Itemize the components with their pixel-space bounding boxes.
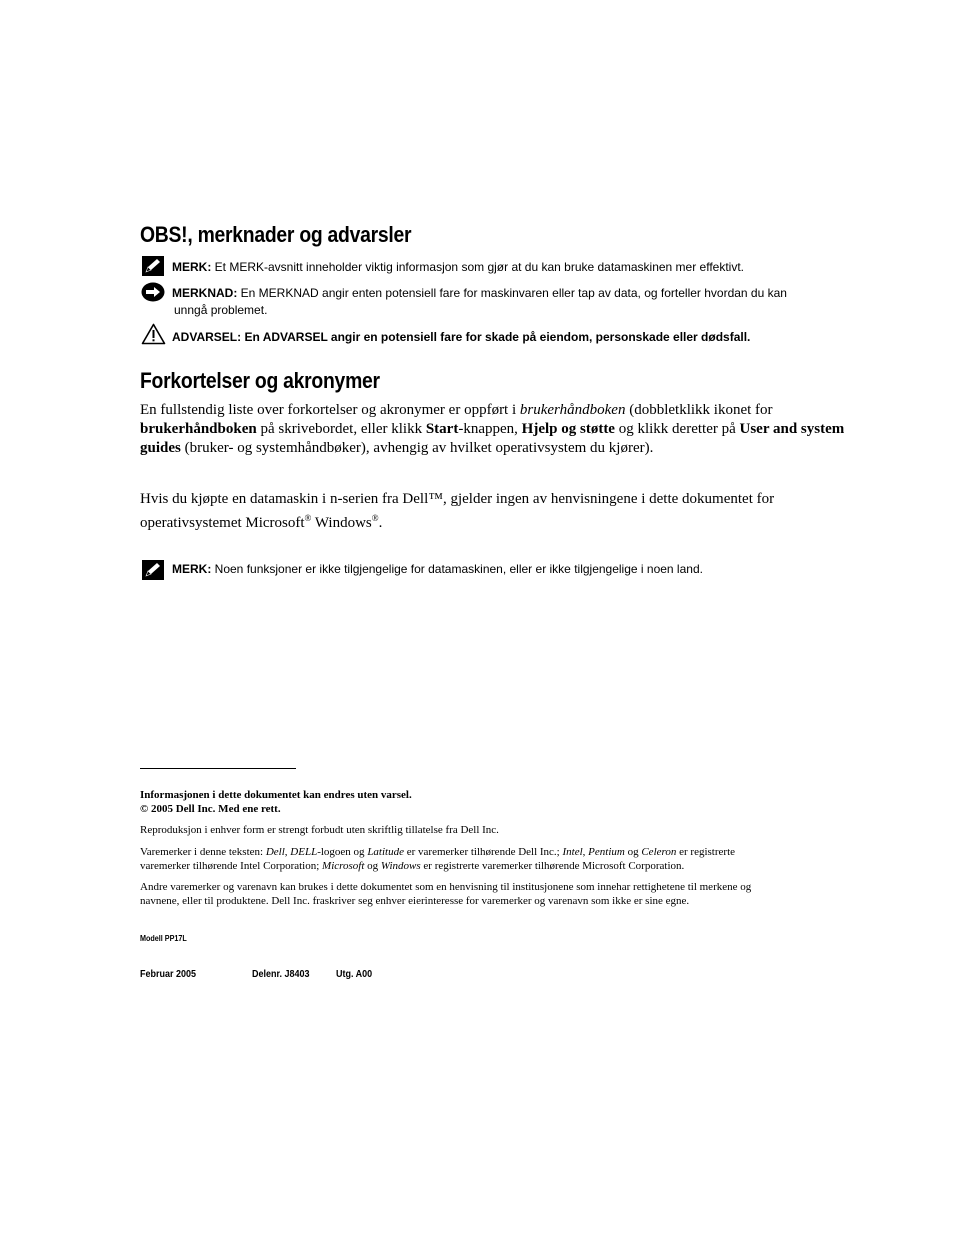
- tm-italic: Latitude: [367, 846, 404, 858]
- warning-triangle-icon: [141, 323, 166, 345]
- tm-text: og: [364, 860, 381, 872]
- merknad-text-line2: unngå problemet.: [174, 303, 268, 317]
- copyright-line: © 2005 Dell Inc. Med ene rett.: [140, 803, 281, 815]
- other-trademarks-notice: [140, 880, 840, 908]
- para1-text: på skrivebordet, eller klikk: [256, 421, 426, 437]
- merk-label: MERK:: [172, 260, 212, 274]
- merk-note-2: [172, 561, 703, 578]
- tm-text: varemerker tilhørende Intel Corporation;: [140, 860, 323, 872]
- tm-italic: Celeron: [641, 846, 677, 858]
- para1-bold: Hjelp og støtte: [521, 421, 615, 437]
- tm-text: er registrerte: [676, 846, 736, 858]
- tm-text: og: [624, 846, 642, 858]
- footer-divider: [140, 768, 296, 769]
- para1-text: (bruker- og systemhåndbøker), avhengig av hvilket operativsystem du kjører).: [180, 440, 654, 456]
- pencil-note-icon: [142, 256, 164, 276]
- para1-text: En fullstendig liste over forkortelser og akronymer er oppført i: [140, 402, 520, 418]
- revision: Utg. A00: [336, 969, 373, 980]
- n-series-line1: Hvis du kjøpte en datamaskin i n-serien fra Dell™, gjelder ingen av henvisningene i dette dokumentet for: [140, 491, 775, 507]
- advarsel-text: En ADVARSEL angir en potensiell fare for skade på eiendom, personskade eller dødsfall.: [244, 330, 751, 344]
- tm-italic: Microsoft: [322, 860, 365, 872]
- registered-mark: ®: [371, 513, 379, 523]
- para1-bold: Start: [425, 421, 459, 437]
- para1-text: og klikk deretter på: [614, 421, 740, 437]
- n-series-line2: .: [378, 515, 383, 531]
- merknad-text-line1: En MERKNAD angir enten potensiell fare for maskinvaren eller tap av data, og forteller hvordan du kan: [240, 286, 787, 300]
- para1-bold: User and system: [739, 421, 845, 437]
- notice-arrow-icon: [141, 282, 165, 302]
- tm-italic: Intel: [562, 846, 583, 858]
- tm-text: ,: [582, 846, 589, 858]
- part-number: Delenr. J8403: [252, 969, 310, 980]
- trademarks-notice: [140, 845, 840, 873]
- footer-notice: [140, 788, 840, 816]
- section-heading-abbreviations: Forkortelser og akronymer: [140, 368, 380, 393]
- merk-label: MERK:: [172, 562, 212, 576]
- n-series-paragraph: [140, 490, 845, 533]
- advarsel-label: ADVARSEL:: [172, 330, 242, 344]
- tm-text: -logoen og: [317, 846, 368, 858]
- para1-bold: guides: [140, 440, 181, 456]
- n-series-line2: operativsystemet Microsoft: [140, 515, 305, 531]
- other-trademarks-line: Andre varemerker og varenavn kan brukes i dette dokumentet som en henvisning til institusjonene som innehar rettighetene til merkene og: [140, 881, 752, 893]
- reproduction-notice: Reproduksjon i enhver form er strengt forbudt uten skriftlig tillatelse fra Dell Inc.: [140, 824, 499, 836]
- merknad-label: MERKNAD:: [172, 286, 238, 300]
- registered-mark: ®: [304, 513, 312, 523]
- tm-text: ,: [284, 846, 291, 858]
- tm-italic: Pentium: [588, 846, 625, 858]
- para1-text: -knappen,: [458, 421, 522, 437]
- para1-text: (dobbletklikk ikonet for: [625, 402, 773, 418]
- abbreviations-paragraph: [140, 401, 845, 458]
- tm-italic: DELL: [290, 846, 318, 858]
- section-heading-notices: OBS!, merknader og advarsler: [140, 222, 412, 247]
- tm-italic: Dell: [265, 846, 285, 858]
- tm-italic: Windows: [380, 860, 421, 872]
- publish-date: Februar 2005: [140, 969, 197, 980]
- model-number: Modell PP17L: [140, 934, 187, 943]
- tm-text: Varemerker i denne teksten:: [140, 846, 266, 858]
- advarsel-note: [172, 329, 750, 346]
- n-series-line2: Windows: [311, 515, 372, 531]
- tm-text: er varemerker tilhørende Dell Inc.;: [403, 846, 563, 858]
- para1-italic: brukerhåndboken: [519, 402, 626, 418]
- other-trademarks-line: navnene, eller til produktene. Dell Inc. fraskriver seg enhver eierinteresse for varemerker og varenavn som ikke er sine egne.: [140, 895, 690, 907]
- merk-text: Et MERK-avsnitt inneholder viktig informasjon som gjør at du kan bruke datamaskinen mer effektivt.: [214, 260, 745, 274]
- merknad-note: [172, 285, 787, 302]
- footer-notice-line: Informasjonen i dette dokumentet kan endres uten varsel.: [140, 789, 412, 801]
- merk-note: [172, 259, 744, 276]
- pencil-note-icon: [142, 560, 164, 580]
- merk-text: Noen funksjoner er ikke tilgjengelige for datamaskinen, eller er ikke tilgjengelige i noen land.: [214, 562, 703, 576]
- para1-bold: brukerhåndboken: [140, 421, 257, 437]
- tm-text: er registrerte varemerker tilhørende Microsoft Corporation.: [420, 860, 685, 872]
